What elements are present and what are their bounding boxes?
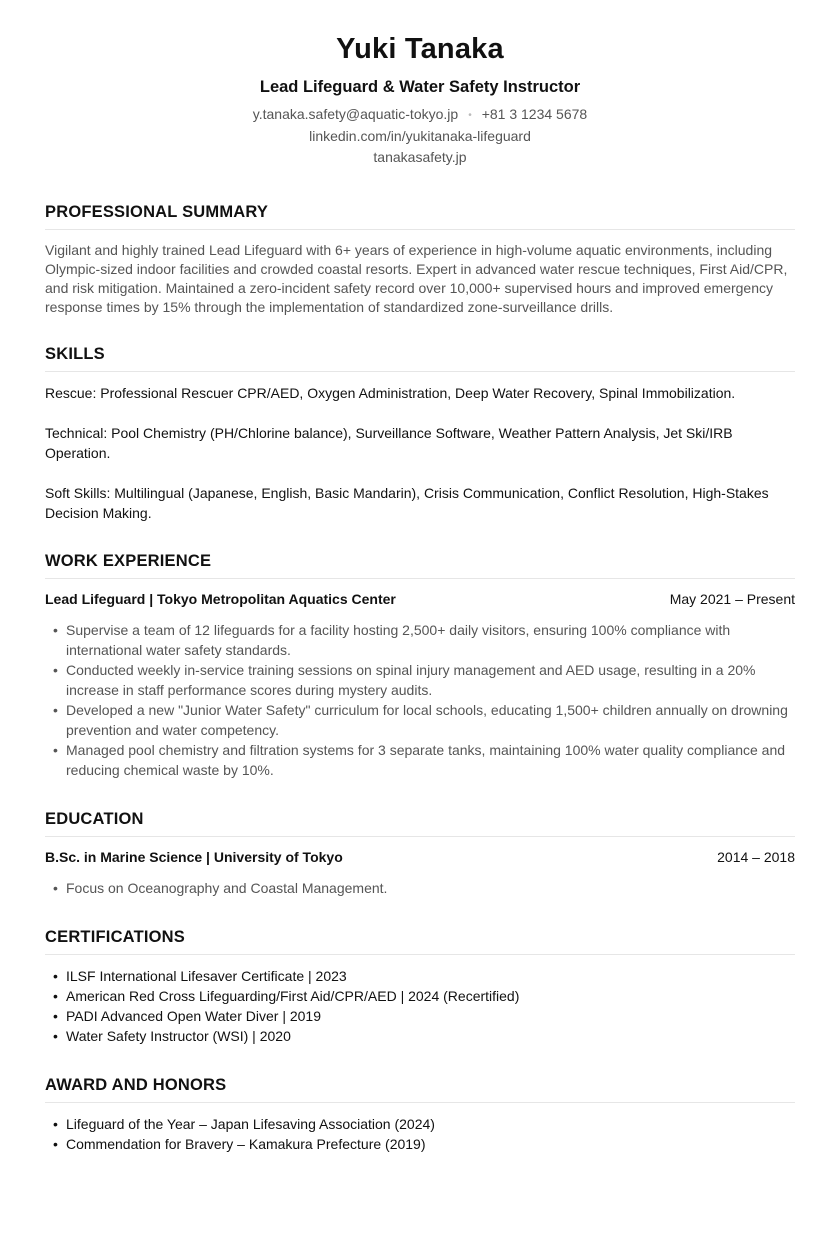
- skills-section: [45, 343, 795, 523]
- list-item: • Commendation for Bravery – Kamakura Prefecture (2019): [45, 1134, 795, 1154]
- section-heading: EDUCATION: [45, 810, 144, 828]
- certifications-list: [45, 966, 795, 1046]
- contact-row: [45, 104, 795, 126]
- job-header: [45, 590, 795, 609]
- certifications-section: [45, 926, 795, 1046]
- list-item: • PADI Advanced Open Water Diver | 2019: [45, 1006, 795, 1026]
- list-item: • American Red Cross Lifeguarding/First Aid/CPR/AED | 2024 (Recertified): [45, 986, 795, 1006]
- education-header: [45, 848, 795, 867]
- experience-section: [45, 550, 795, 780]
- education-bullets: [45, 878, 795, 898]
- list-item: • Supervise a team of 12 lifeguards for a facility hosting 2,500+ daily visitors, ensuring 100% compliance with international water safety standards.: [45, 620, 795, 660]
- skill-line-technical: Technical: Pool Chemistry (PH/Chlorine balance), Surveillance Software, Weather Pattern Analysis, Jet Ski/IRB Operation.: [45, 425, 733, 461]
- list-item: • ILSF International Lifesaver Certificate | 2023: [45, 966, 795, 986]
- summary-section: [45, 201, 795, 317]
- section-divider: [45, 578, 795, 579]
- section-divider: [45, 371, 795, 372]
- education-section: [45, 808, 795, 898]
- section-divider: [45, 229, 795, 230]
- section-heading: CERTIFICATIONS: [45, 928, 185, 946]
- list-item: • Focus on Oceanography and Coastal Management.: [45, 878, 795, 898]
- list-item: • Lifeguard of the Year – Japan Lifesaving Association (2024): [45, 1114, 795, 1134]
- list-item: • Managed pool chemistry and filtration systems for 3 separate tanks, maintaining 100% water quality compliance and reducing chemical waste by 10%.: [45, 740, 795, 780]
- job-bullets: [45, 620, 795, 780]
- candidate-title: Lead Lifeguard & Water Safety Instructor: [259, 78, 581, 96]
- skill-line-soft-skills: Soft Skills: Multilingual (Japanese, English, Basic Mandarin), Crisis Communication, Conflict Resolution, High-Stakes Decision Making.: [45, 485, 769, 521]
- candidate-name: Yuki Tanaka: [336, 33, 504, 65]
- summary-text: Vigilant and highly trained Lead Lifeguard with 6+ years of experience in high-volume aquatic environments, including Olympic-sized indoor facilities and crowded coastal resorts. Expert in advanced water rescue techniques, First Aid/CPR, and risk mitigation. Maintained a zero-incident safety record over 10,000+ supervised hours and improved emergency response times by 15% through the implementation of standardized zone-surveillance drills.: [45, 242, 788, 315]
- section-heading: PROFESSIONAL SUMMARY: [45, 203, 269, 221]
- degree-title: B.Sc. in Marine Science | University of Tokyo: [45, 849, 343, 865]
- list-item: • Conducted weekly in-service training sessions on spinal injury management and AED usage, resulting in a 20% increase in staff performance scores during mystery audits.: [45, 660, 795, 700]
- linkedin-link[interactable]: linkedin.com/in/yukitanaka-lifeguard: [309, 128, 531, 144]
- section-divider: [45, 954, 795, 955]
- list-item: • Water Safety Instructor (WSI) | 2020: [45, 1026, 795, 1046]
- separator-dot: •: [468, 110, 472, 121]
- job-dates: May 2021 – Present: [669, 591, 795, 607]
- skill-line-rescue: Rescue: Professional Rescuer CPR/AED, Oxygen Administration, Deep Water Recovery, Spinal Immobilization.: [45, 385, 736, 401]
- section-divider: [45, 1102, 795, 1103]
- section-heading: SKILLS: [45, 345, 105, 363]
- resume-header: [45, 0, 795, 168]
- awards-section: [45, 1074, 795, 1154]
- email-link[interactable]: y.tanaka.safety@aquatic-tokyo.jp: [252, 106, 459, 122]
- education-dates: 2014 – 2018: [717, 849, 795, 865]
- section-heading: AWARD AND HONORS: [45, 1076, 227, 1094]
- section-heading: WORK EXPERIENCE: [45, 552, 212, 570]
- website-link[interactable]: tanakasafety.jp: [373, 149, 467, 165]
- job-role: Lead Lifeguard | Tokyo Metropolitan Aquatics Center: [45, 591, 396, 607]
- awards-list: [45, 1114, 795, 1154]
- section-divider: [45, 836, 795, 837]
- phone-number[interactable]: +81 3 1234 5678: [481, 106, 588, 122]
- list-item: • Developed a new "Junior Water Safety" curriculum for local schools, educating 1,500+ children annually on drowning prevention and water competency.: [45, 700, 795, 740]
